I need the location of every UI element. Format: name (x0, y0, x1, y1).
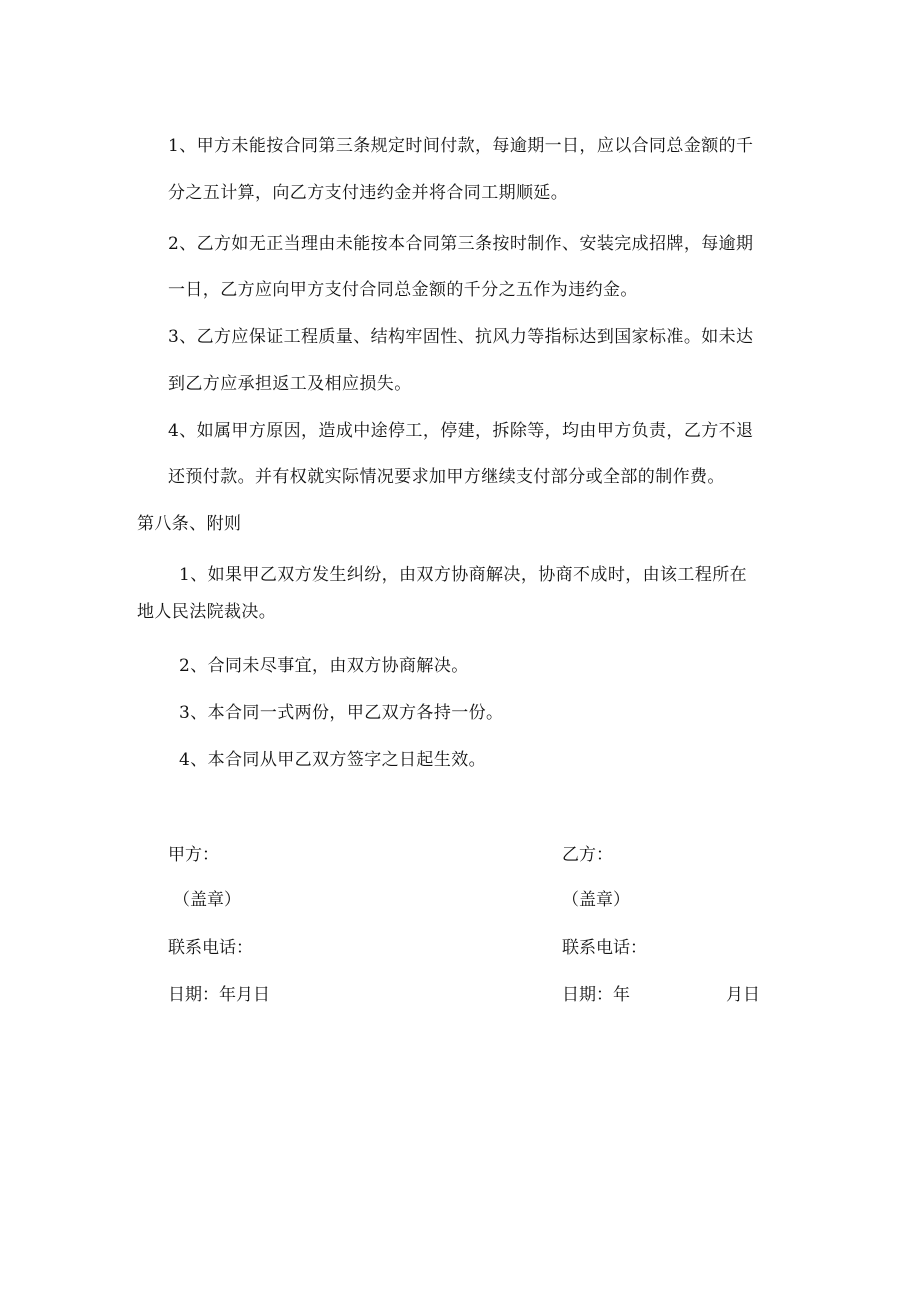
article-8-item-1-line-2: 地人民法院裁决。 (137, 602, 277, 622)
party-b-label: 乙方： (562, 845, 613, 865)
party-a-date: 日期：年月日 (168, 985, 270, 1005)
party-a-label: 甲方： (168, 845, 219, 865)
party-b-phone: 联系电话： (562, 938, 647, 958)
party-b-date-prefix: 日期：年 (562, 985, 630, 1005)
party-b-seal: （盖章） (562, 890, 630, 910)
penalty-item-4-line-1: 4、如属甲方原因，造成中途停工，停建，拆除等，均由甲方负责，乙方不退 (168, 421, 754, 441)
penalty-item-2-line-1: 2、乙方如无正当理由未能按本合同第三条按时制作、安装完成招牌，每逾期 (168, 234, 754, 254)
article-8-item-1-line-1: 1、如果甲乙双方发生纠纷，由双方协商解决，协商不成时，由该工程所在 (179, 565, 748, 585)
article-8-heading: 第八条、附则 (137, 514, 242, 534)
penalty-item-4-line-2: 还预付款。并有权就实际情况要求加甲方继续支付部分或全部的制作费。 (168, 467, 725, 487)
article-8-item-4: 4、本合同从甲乙双方签字之日起生效。 (179, 750, 487, 770)
party-a-seal: （盖章） (173, 890, 241, 910)
penalty-item-2-line-2: 一日，乙方应向甲方支付合同总金额的千分之五作为违约金。 (168, 280, 638, 300)
party-b-date-suffix: 月日 (726, 985, 760, 1005)
article-8-item-2: 2、合同未尽事宜，由双方协商解决。 (179, 656, 469, 676)
article-8-item-3: 3、本合同一式两份，甲乙双方各持一份。 (179, 703, 504, 723)
penalty-item-3-line-1: 3、乙方应保证工程质量、结构牢固性、抗风力等指标达到国家标准。如未达 (168, 327, 754, 347)
penalty-item-1-line-2: 分之五计算，向乙方支付违约金并将合同工期顺延。 (168, 183, 569, 203)
penalty-item-1-line-1: 1、甲方未能按合同第三条规定时间付款，每逾期一日，应以合同总金额的千 (168, 136, 754, 156)
party-a-phone: 联系电话： (168, 938, 253, 958)
penalty-item-3-line-2: 到乙方应承担返工及相应损失。 (168, 374, 412, 394)
